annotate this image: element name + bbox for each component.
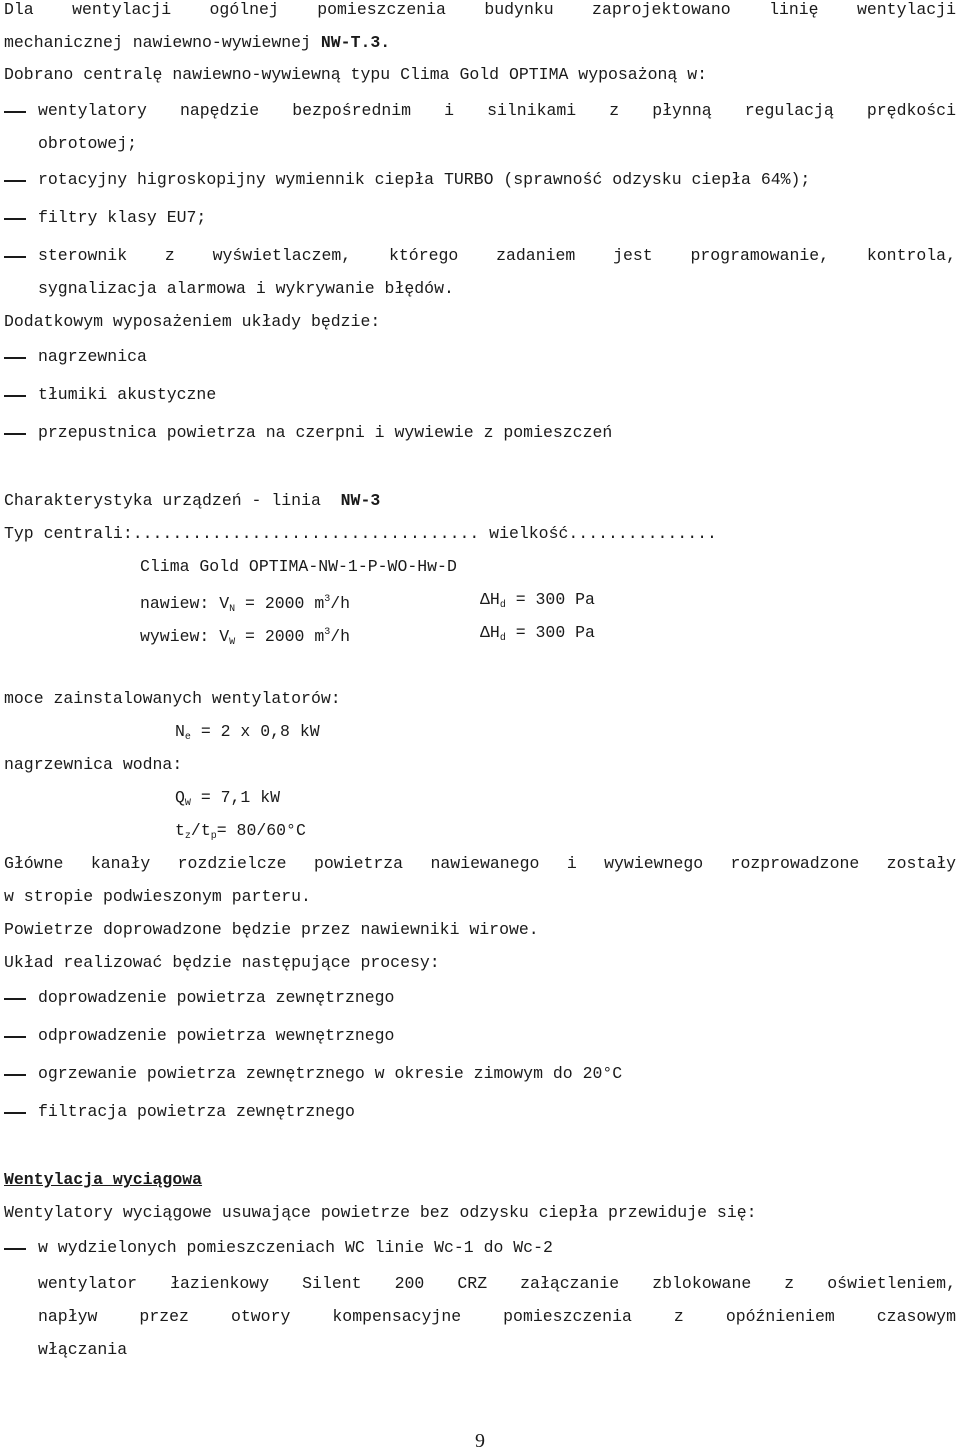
fans-heading: moce zainstalowanych wentylatorów: bbox=[4, 689, 341, 708]
ducts-line-3: Powietrze doprowadzone będzie przez nawiewniki wirowe. bbox=[4, 920, 539, 939]
dash-bullet bbox=[4, 998, 26, 1000]
supply-pressure: $\Delta H_d = 300$ Pa bbox=[480, 590, 595, 611]
process-item-4: filtracja powietrza zewnętrznego bbox=[38, 1102, 355, 1121]
ducts-line-1: Główne kanały rozdzielcze powietrza nawiewanego i wywiewnego rozprowadzone zostały bbox=[4, 854, 956, 873]
dash-bullet bbox=[4, 256, 26, 258]
equipment-item-4-line-1: sterownik z wyświetlaczem, którego zadaniem jest programowanie, kontrola, bbox=[38, 246, 956, 265]
unit-name: Clima Gold OPTIMA-NW-1-P-WO-Hw-D bbox=[140, 557, 457, 576]
exhaust-desc-line-2: napływ przez otwory kompensacyjne pomieszczenia z opóźnieniem czasowym bbox=[38, 1307, 956, 1326]
additional-item-1: nagrzewnica bbox=[38, 347, 147, 366]
exhaust-airflow: wywiew: $V_W = 2000$ $m^3/h$ bbox=[140, 627, 351, 648]
dash-bullet bbox=[4, 180, 26, 182]
exhaust-desc-line-3: włączania bbox=[38, 1340, 128, 1359]
page-number: 9 bbox=[475, 1430, 485, 1452]
dash-bullet bbox=[4, 357, 26, 359]
dash-bullet bbox=[4, 218, 26, 220]
unit-type-line: Typ centrali:................................... wielkość............... bbox=[4, 524, 717, 543]
equipment-item-2: rotacyjny higroskopijny wymiennik ciepła TURBO (sprawność odzysku ciepła 64%); bbox=[38, 170, 811, 189]
process-item-2: odprowadzenie powietrza wewnętrznego bbox=[38, 1026, 395, 1045]
section-heading: Wentylacja wyciągowa bbox=[4, 1170, 203, 1189]
equipment-item-3: filtry klasy EU7; bbox=[38, 208, 207, 227]
dash-bullet bbox=[4, 1112, 26, 1114]
ducts-line-4: Układ realizować będzie następujące procesy: bbox=[4, 953, 440, 972]
intro-line-3: Dobrano centralę nawiewno-wywiewną typu Clima Gold OPTIMA wyposażoną w: bbox=[4, 65, 708, 84]
additional-item-3: przepustnica powietrza na czerpni i wywiewie z pomieszczeń bbox=[38, 423, 613, 442]
exhaust-item: w wydzielonych pomieszczeniach WC linie Wc-1 do Wc-2 bbox=[38, 1238, 553, 1257]
intro-line-1: Dla wentylacji ogólnej pomieszczenia budynku zaprojektowano linię wentylacji bbox=[4, 0, 956, 19]
ducts-line-2: w stropie podwieszonym parteru. bbox=[4, 887, 311, 906]
supply-airflow: nawiew: $V_N = 2000$ $m^3/h$ bbox=[140, 594, 351, 615]
heater-power: $Q_W = 7,1$ kW bbox=[175, 788, 281, 809]
process-item-1: doprowadzenie powietrza zewnętrznego bbox=[38, 988, 395, 1007]
intro-line-2: mechanicznej nawiewno-wywiewnej NW-T.3. bbox=[4, 33, 391, 52]
spec-heading: Charakterystyka urządzeń - linia NW-3 bbox=[4, 491, 381, 510]
exhaust-intro: Wentylatory wyciągowe usuwające powietrze bez odzysku ciepła przewiduje się: bbox=[4, 1203, 757, 1222]
dash-bullet bbox=[4, 433, 26, 435]
dash-bullet bbox=[4, 1074, 26, 1076]
exhaust-desc-line-1: wentylator łazienkowy Silent 200 CRZ załączanie zblokowane z oświetleniem, bbox=[38, 1274, 956, 1293]
exhaust-pressure: $\Delta H_d = 300$ Pa bbox=[480, 623, 595, 644]
dash-bullet bbox=[4, 1248, 26, 1250]
heater-heading: nagrzewnica wodna: bbox=[4, 755, 183, 774]
additional-item-2: tłumiki akustyczne bbox=[38, 385, 217, 404]
line-code: NW-T.3. bbox=[320, 33, 391, 52]
process-item-3: ogrzewanie powietrza zewnętrznego w okresie zimowym do 20°C bbox=[38, 1064, 623, 1083]
spec-line-code: NW-3 bbox=[340, 491, 381, 510]
equipment-item-1-line-1: wentylatory napędzie bezpośrednim i silnikami z płynną regulacją prędkości bbox=[38, 101, 956, 120]
equipment-item-1-line-2: obrotowej; bbox=[38, 134, 138, 153]
fans-power: $N_e = 2$ x 0,8 kW bbox=[175, 722, 320, 743]
equipment-item-4-line-2: sygnalizacja alarmowa i wykrywanie błędów. bbox=[38, 279, 454, 298]
additional-heading: Dodatkowym wyposażeniem układy będzie: bbox=[4, 312, 381, 331]
dash-bullet bbox=[4, 1036, 26, 1038]
dash-bullet bbox=[4, 395, 26, 397]
heater-temperatures: $t_z/t_p= 80/60^\circ C$ bbox=[175, 821, 306, 842]
dash-bullet bbox=[4, 111, 26, 113]
